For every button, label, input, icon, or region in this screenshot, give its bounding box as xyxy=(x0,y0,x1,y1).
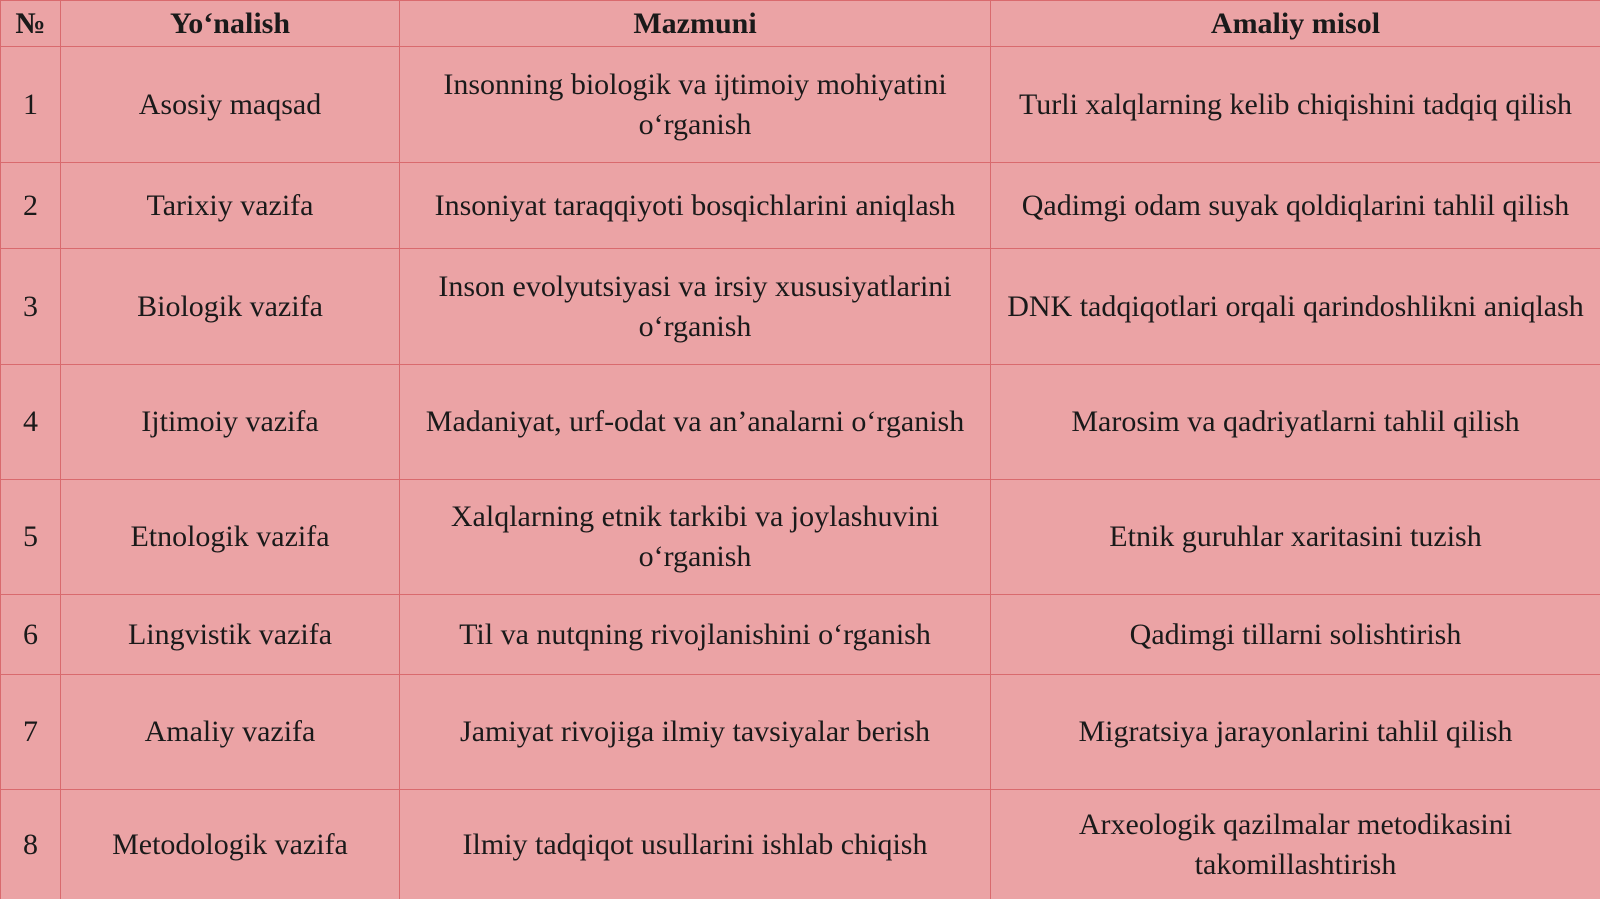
row-content: Insoniyat taraqqiyoti bosqichlarini aniqlash xyxy=(400,163,991,249)
row-number: 4 xyxy=(1,365,61,480)
header-example: Amaliy misol xyxy=(991,1,1600,47)
row-number: 3 xyxy=(1,249,61,365)
row-direction: Lingvistik vazifa xyxy=(61,595,400,675)
table-row xyxy=(1,249,1600,365)
row-example: Marosim va qadriyatlarni tahlil qilish xyxy=(991,365,1600,480)
row-content: Til va nutqning rivojlanishini o‘rganish xyxy=(400,595,991,675)
row-number: 6 xyxy=(1,595,61,675)
row-direction: Tarixiy vazifa xyxy=(61,163,400,249)
row-direction: Biologik vazifa xyxy=(61,249,400,365)
row-example: Etnik guruhlar xaritasini tuzish xyxy=(991,480,1600,595)
row-number: 5 xyxy=(1,480,61,595)
row-direction: Etnologik vazifa xyxy=(61,480,400,595)
row-example: Qadimgi odam suyak qoldiqlarini tahlil qilish xyxy=(991,163,1600,249)
row-number: 7 xyxy=(1,675,61,790)
table-row xyxy=(1,163,1600,249)
row-direction: Asosiy maqsad xyxy=(61,47,400,163)
row-example: Migratsiya jarayonlarini tahlil qilish xyxy=(991,675,1600,790)
table-row xyxy=(1,675,1600,790)
table-row xyxy=(1,595,1600,675)
row-direction: Metodologik vazifa xyxy=(61,790,400,899)
row-number: 8 xyxy=(1,790,61,899)
header-number: № xyxy=(1,1,61,47)
row-direction: Amaliy vazifa xyxy=(61,675,400,790)
table-row xyxy=(1,47,1600,163)
row-example: Turli xalqlarning kelib chiqishini tadqiq qilish xyxy=(991,47,1600,163)
row-number: 2 xyxy=(1,163,61,249)
row-example: Qadimgi tillarni solishtirish xyxy=(991,595,1600,675)
row-content: Inson evolyutsiyasi va irsiy xususiyatlarini o‘rganish xyxy=(400,249,991,365)
table-row xyxy=(1,365,1600,480)
row-content: Ilmiy tadqiqot usullarini ishlab chiqish xyxy=(400,790,991,899)
row-number: 1 xyxy=(1,47,61,163)
row-content: Xalqlarning etnik tarkibi va joylashuvini o‘rganish xyxy=(400,480,991,595)
row-content: Insonning biologik va ijtimoiy mohiyatini o‘rganish xyxy=(400,47,991,163)
row-content: Jamiyat rivojiga ilmiy tavsiyalar berish xyxy=(400,675,991,790)
table-row xyxy=(1,790,1600,899)
row-direction: Ijtimoiy vazifa xyxy=(61,365,400,480)
row-content: Madaniyat, urf-odat va an’analarni o‘rganish xyxy=(400,365,991,480)
header-content: Mazmuni xyxy=(400,1,991,47)
table-header-row xyxy=(1,1,1600,47)
row-example: DNK tadqiqotlari orqali qarindoshlikni aniqlash xyxy=(991,249,1600,365)
row-example: Arxeologik qazilmalar metodikasini takomillashtirish xyxy=(991,790,1600,899)
header-direction: Yo‘nalish xyxy=(61,1,400,47)
table-row xyxy=(1,480,1600,595)
